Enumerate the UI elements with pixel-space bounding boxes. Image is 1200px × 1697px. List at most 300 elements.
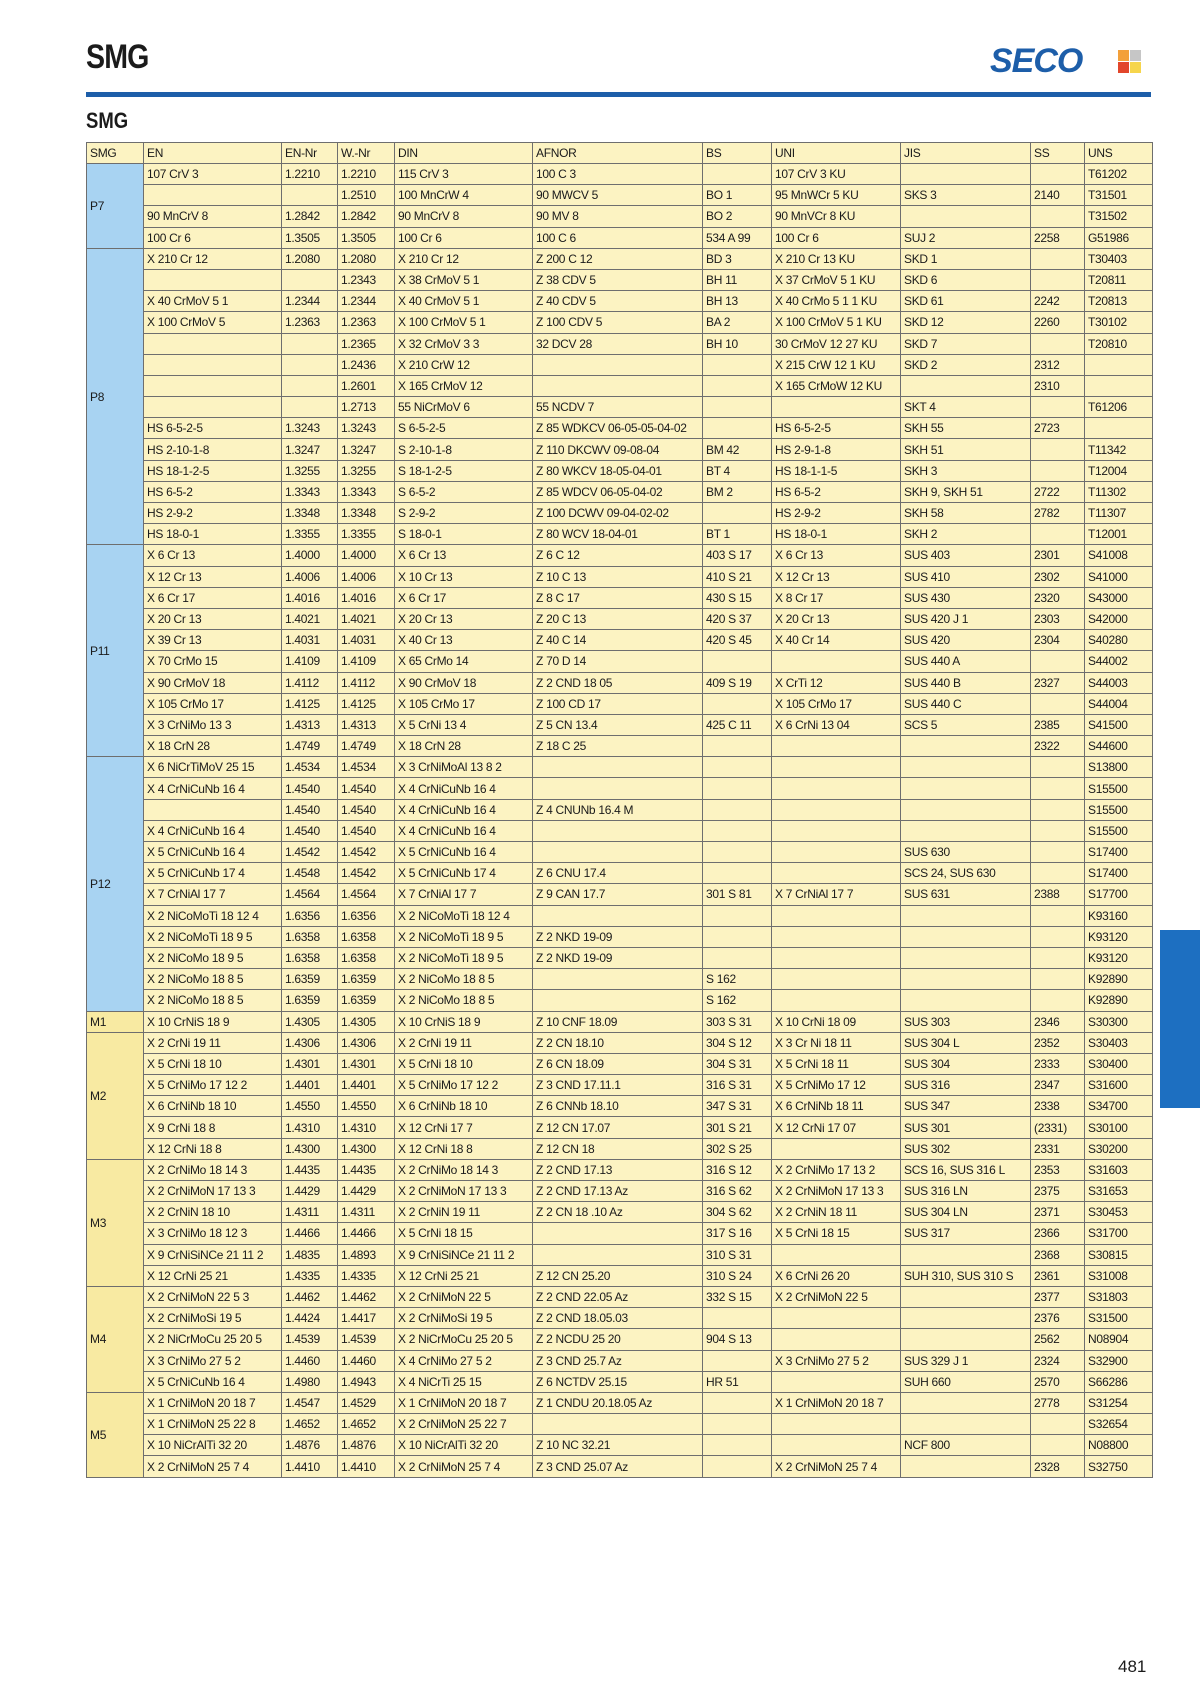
table-cell: 2328 [1031,1456,1085,1477]
table-row [87,206,1153,227]
table-cell [703,905,772,926]
table-cell [901,1456,1031,1477]
table-cell: 1.4112 [282,672,338,693]
table-cell: S15500 [1085,778,1153,799]
table-cell [1031,206,1085,227]
table-cell: G51986 [1085,227,1153,248]
table-cell: SUS 304 LN [901,1202,1031,1223]
table-cell [144,333,282,354]
group-cell: P11 [87,545,144,757]
table-cell: Z 80 WKCV 18-05-04-01 [533,460,703,481]
table-cell: 1.4534 [338,757,395,778]
table-cell: 1.4534 [282,757,338,778]
table-cell: 1.4313 [282,714,338,735]
table-cell: S31600 [1085,1075,1153,1096]
table-cell: 1.4417 [338,1308,395,1329]
table-cell: X 2 CrNiMoN 22 5 3 [144,1286,282,1307]
table-cell: S17400 [1085,863,1153,884]
table-cell: 1.4539 [338,1329,395,1350]
table-cell: SUH 660 [901,1371,1031,1392]
table-cell: X 5 CrNi 18 10 [395,1053,533,1074]
table-cell: 1.4547 [282,1392,338,1413]
table-cell: X 5 CrNiCuNb 16 4 [144,1371,282,1392]
table-cell: X 12 CrNi 25 21 [144,1265,282,1286]
table-cell: X 6 Cr 17 [395,587,533,608]
table-cell: X 6 CrNi 13 04 [772,714,901,735]
table-cell: T20813 [1085,291,1153,312]
table-cell: X 12 Cr 13 [144,566,282,587]
table-cell: 1.3243 [282,418,338,439]
table-cell: S30100 [1085,1117,1153,1138]
table-cell: 1.4466 [282,1223,338,1244]
table-row [87,1371,1153,1392]
table-cell: X 210 CrW 12 [395,354,533,375]
table-cell: S15500 [1085,799,1153,820]
table-cell: S15500 [1085,820,1153,841]
table-cell: X 39 Cr 13 [144,630,282,651]
table-cell: SKS 3 [901,185,1031,206]
table-row [87,608,1153,629]
table-cell: 1.4424 [282,1308,338,1329]
table-cell: 1.6359 [338,990,395,1011]
table-cell: 1.3255 [338,460,395,481]
table-cell: 1.4539 [282,1329,338,1350]
table-cell: T12004 [1085,460,1153,481]
table-cell: X 37 CrMoV 5 1 KU [772,269,901,290]
table-cell: Z 85 WDCV 06-05-04-02 [533,481,703,502]
table-cell [901,926,1031,947]
group-cell: M1 [87,1011,144,1032]
table-cell [1085,375,1153,396]
column-header: EN-Nr [282,143,338,164]
table-cell: 107 CrV 3 [144,164,282,185]
table-cell: HS 18-1-1-5 [772,460,901,481]
table-cell: X 215 CrW 12 1 KU [772,354,901,375]
table-cell: 2324 [1031,1350,1085,1371]
table-cell: S32900 [1085,1350,1153,1371]
table-cell: HS 6-5-2 [772,481,901,502]
table-row [87,1414,1153,1435]
table-cell [703,397,772,418]
group-cell: M2 [87,1032,144,1159]
table-cell: Z 38 CDV 5 [533,269,703,290]
table-cell [703,842,772,863]
table-cell: 1.4313 [338,714,395,735]
column-header: UNS [1085,143,1153,164]
table-cell: 1.2344 [282,291,338,312]
table-cell: 304 S 12 [703,1032,772,1053]
table-cell: 1.3343 [282,481,338,502]
table-cell: 1.4311 [338,1202,395,1223]
group-cell: M5 [87,1392,144,1477]
table-cell [772,1244,901,1265]
table-cell [703,757,772,778]
table-cell: SCS 24, SUS 630 [901,863,1031,884]
table-cell [1031,1414,1085,1435]
table-cell [703,1435,772,1456]
table-cell: 2258 [1031,227,1085,248]
table-row [87,1138,1153,1159]
table-cell: 1.4460 [282,1350,338,1371]
table-cell [901,1414,1031,1435]
table-cell: Z 100 CDV 5 [533,312,703,333]
table-cell: HS 18-1-2-5 [144,460,282,481]
table-cell: 2331 [1031,1138,1085,1159]
table-cell: X 7 CrNiAl 17 7 [395,884,533,905]
table-cell: 1.4109 [338,651,395,672]
table-cell: X 2 CrNiMoN 17 13 3 [395,1181,533,1202]
table-cell: SUS 301 [901,1117,1031,1138]
table-cell: X 10 CrNiS 18 9 [144,1011,282,1032]
table-cell: SCS 16, SUS 316 L [901,1159,1031,1180]
table-cell: 2303 [1031,608,1085,629]
table-cell: X 40 Cr 13 [395,630,533,651]
table-cell: Z 2 NKD 19-09 [533,926,703,947]
table-cell: 304 S 62 [703,1202,772,1223]
table-cell: HS 6-5-2-5 [144,418,282,439]
table-cell: X 4 CrNiCuNb 16 4 [395,820,533,841]
table-row [87,587,1153,608]
table-cell: X 90 CrMoV 18 [395,672,533,693]
table-cell: 2371 [1031,1202,1085,1223]
table-cell: SUS 631 [901,884,1031,905]
table-cell: 2260 [1031,312,1085,333]
table-cell: S30403 [1085,1032,1153,1053]
table-cell: SUH 310, SUS 310 S [901,1265,1031,1286]
table-cell: X 12 CrNi 17 7 [395,1117,533,1138]
table-cell: K92890 [1085,969,1153,990]
table-cell: Z 2 CN 18.10 [533,1032,703,1053]
table-cell: 1.2080 [338,248,395,269]
table-cell: 2352 [1031,1032,1085,1053]
table-cell: S31803 [1085,1286,1153,1307]
table-cell: 2388 [1031,884,1085,905]
table-cell: S 162 [703,990,772,1011]
table-cell: X 2 CrNiMo 17 13 2 [772,1159,901,1180]
table-cell: BT 1 [703,524,772,545]
table-cell: X 3 Cr Ni 18 11 [772,1032,901,1053]
table-cell: SKH 51 [901,439,1031,460]
table-header-row [87,143,1153,164]
table-cell [901,1286,1031,1307]
table-cell: BA 2 [703,312,772,333]
table-cell [144,269,282,290]
table-cell: 1.6358 [282,947,338,968]
table-cell: K93160 [1085,905,1153,926]
table-cell: S30453 [1085,1202,1153,1223]
table-cell: 1.4435 [282,1159,338,1180]
group-cell: P8 [87,248,144,545]
table-row [87,863,1153,884]
table-cell: 1.2344 [338,291,395,312]
table-cell [703,736,772,757]
table-cell: 2368 [1031,1244,1085,1265]
table-cell [1031,460,1085,481]
table-cell [703,418,772,439]
table-cell [703,503,772,524]
table-row [87,248,1153,269]
table-cell: Z 9 CAN 17.7 [533,884,703,905]
table-cell [901,990,1031,1011]
table-cell: S44002 [1085,651,1153,672]
table-cell: 1.4460 [338,1350,395,1371]
table-cell [533,905,703,926]
table-cell: X 5 CrNiMo 17 12 2 [144,1075,282,1096]
table-cell [703,693,772,714]
table-cell: X 105 CrMo 17 [395,693,533,714]
table-cell [703,863,772,884]
table-row [87,1181,1153,1202]
table-cell: T31502 [1085,206,1153,227]
table-cell: Z 40 C 14 [533,630,703,651]
table-cell: 1.4540 [282,778,338,799]
table-cell: 1.2365 [338,333,395,354]
table-cell: SUS 316 LN [901,1181,1031,1202]
table-cell: 1.4031 [282,630,338,651]
table-cell [533,1223,703,1244]
table-cell: S 18-1-2-5 [395,460,533,481]
table-cell: SUS 410 [901,566,1031,587]
table-cell: X 6 Cr 13 [395,545,533,566]
table-cell: SUS 347 [901,1096,1031,1117]
table-cell: S31008 [1085,1265,1153,1286]
table-cell: X 38 CrMoV 5 1 [395,269,533,290]
table-cell: 316 S 12 [703,1159,772,1180]
table-cell: 2366 [1031,1223,1085,1244]
table-cell: 2140 [1031,185,1085,206]
table-cell [772,736,901,757]
table-cell: 1.4548 [282,863,338,884]
table-cell: 1.4112 [338,672,395,693]
table-cell: HS 18-0-1 [772,524,901,545]
table-cell: HS 2-9-2 [144,503,282,524]
table-cell: X 6 CrNiNb 18 10 [395,1096,533,1117]
table-cell [533,969,703,990]
table-cell [772,990,901,1011]
table-cell [901,206,1031,227]
table-cell: K93120 [1085,926,1153,947]
table-cell: 1.4021 [338,608,395,629]
table-cell: X 3 CrNiMo 27 5 2 [772,1350,901,1371]
table-cell: 1.4943 [338,1371,395,1392]
table-cell: SKT 4 [901,397,1031,418]
table-cell [703,1392,772,1413]
table-cell [144,397,282,418]
table-cell: X 1 CrNiMoN 20 18 7 [395,1392,533,1413]
table-cell: T20810 [1085,333,1153,354]
table-cell: 1.3348 [282,503,338,524]
table-cell: T11342 [1085,439,1153,460]
column-header: DIN [395,143,533,164]
table-cell: S41500 [1085,714,1153,735]
table-cell: 1.3255 [282,460,338,481]
table-row [87,481,1153,502]
table-cell: X 9 CrNi 18 8 [144,1117,282,1138]
table-cell: X 3 CrNiMoAl 13 8 2 [395,757,533,778]
table-cell: X 10 NiCrAlTi 32 20 [395,1435,533,1456]
table-cell: 2778 [1031,1392,1085,1413]
table-cell: X 2 CrNiMoN 22 5 [772,1286,901,1307]
table-cell: 1.4335 [282,1265,338,1286]
table-cell: 1.4125 [282,693,338,714]
table-cell: Z 40 CDV 5 [533,291,703,312]
table-cell: 2723 [1031,418,1085,439]
table-cell: 100 C 3 [533,164,703,185]
table-cell: 1.3243 [338,418,395,439]
table-cell: X 4 CrNiCuNb 16 4 [395,799,533,820]
table-cell: 310 S 31 [703,1244,772,1265]
table-row [87,1117,1153,1138]
table-cell: SKD 61 [901,291,1031,312]
table-cell: 1.4749 [282,736,338,757]
table-cell: S31603 [1085,1159,1153,1180]
table-cell [703,799,772,820]
table-cell: 55 NiCrMoV 6 [395,397,533,418]
table-cell: 301 S 21 [703,1117,772,1138]
table-cell: Z 85 WDKCV 06-05-05-04-02 [533,418,703,439]
table-cell: NCF 800 [901,1435,1031,1456]
table-cell [703,651,772,672]
table-cell: X 2 CrNiMoSi 19 5 [144,1308,282,1329]
table-cell: X 70 CrMo 15 [144,651,282,672]
table-cell: S43000 [1085,587,1153,608]
table-cell: 2301 [1031,545,1085,566]
table-cell [144,799,282,820]
table-row [87,1202,1153,1223]
table-cell: 425 C 11 [703,714,772,735]
table-cell: S31653 [1085,1181,1153,1202]
table-cell: X 10 NiCrAlTi 32 20 [144,1435,282,1456]
table-cell: HS 2-9-2 [772,503,901,524]
table-cell: 420 S 37 [703,608,772,629]
table-cell [772,397,901,418]
table-cell: 1.3343 [338,481,395,502]
table-cell: Z 6 C 12 [533,545,703,566]
table-cell: S 6-5-2-5 [395,418,533,439]
table-cell: 95 MnWCr 5 KU [772,185,901,206]
table-cell: 107 CrV 3 KU [772,164,901,185]
table-row [87,439,1153,460]
table-row [87,164,1153,185]
table-cell: X 4 CrNiMo 27 5 2 [395,1350,533,1371]
table-row [87,969,1153,990]
table-cell: 1.6359 [338,969,395,990]
table-cell: SUS 420 J 1 [901,608,1031,629]
table-cell: 1.4893 [338,1244,395,1265]
table-cell: S30815 [1085,1244,1153,1265]
table-cell: BH 10 [703,333,772,354]
table-cell: X 105 CrMo 17 [144,693,282,714]
table-cell: 1.4006 [282,566,338,587]
table-cell: Z 8 C 17 [533,587,703,608]
table-cell [1031,799,1085,820]
table-cell: X 2 NiCoMo 18 9 5 [144,947,282,968]
table-cell [144,185,282,206]
table-cell: K93120 [1085,947,1153,968]
table-cell: 1.4540 [282,799,338,820]
table-cell: 410 S 21 [703,566,772,587]
table-cell: S17400 [1085,842,1153,863]
table-cell: 1.6358 [338,926,395,947]
table-cell [282,375,338,396]
table-cell: 2376 [1031,1308,1085,1329]
table-row [87,947,1153,968]
table-cell: 1.2601 [338,375,395,396]
table-cell: X 5 CrNiCuNb 17 4 [395,863,533,884]
table-cell: 1.4529 [338,1392,395,1413]
table-cell: S17700 [1085,884,1153,905]
table-cell: X 2 CrNiMo 18 14 3 [144,1159,282,1180]
table-cell [703,778,772,799]
table-cell: 1.6358 [282,926,338,947]
table-cell [901,778,1031,799]
table-cell: Z 2 CND 17.13 [533,1159,703,1180]
table-cell: 1.4306 [282,1032,338,1053]
table-cell: 1.2080 [282,248,338,269]
table-cell: 1.4306 [338,1032,395,1053]
table-cell: X 4 CrNiCuNb 16 4 [144,778,282,799]
table-cell: X 2 NiCoMoTi 18 12 4 [395,905,533,926]
table-cell: X 2 CrNi 19 11 [395,1032,533,1053]
header-rule [86,92,1151,97]
table-cell: X 6 CrNi 26 20 [772,1265,901,1286]
table-cell: K92890 [1085,990,1153,1011]
table-cell: Z 1 CNDU 20.18.05 Az [533,1392,703,1413]
table-row [87,1350,1153,1371]
table-row [87,1244,1153,1265]
table-cell [533,842,703,863]
table-cell [1085,354,1153,375]
table-cell: X 1 CrNiMoN 20 18 7 [144,1392,282,1413]
table-cell: HS 6-5-2 [144,481,282,502]
table-cell: X 2 CrNiN 18 10 [144,1202,282,1223]
column-header: EN [144,143,282,164]
table-cell: 1.4429 [282,1181,338,1202]
table-cell: S66286 [1085,1371,1153,1392]
table-cell: X 12 CrNi 18 8 [144,1138,282,1159]
table-row [87,354,1153,375]
table-cell: X 6 CrNiNb 18 11 [772,1096,901,1117]
table-cell: X 12 Cr 13 [772,566,901,587]
table-cell: X 4 NiCrTi 25 15 [395,1371,533,1392]
table-cell: 1.4401 [282,1075,338,1096]
table-cell: Z 6 CN 18.09 [533,1053,703,1074]
table-cell: X 20 Cr 13 [144,608,282,629]
table-cell: X 2 CrNiMoSi 19 5 [395,1308,533,1329]
table-cell: S44600 [1085,736,1153,757]
table-row [87,1308,1153,1329]
table-cell: S 162 [703,969,772,990]
table-cell: X 20 Cr 13 [395,608,533,629]
table-cell [1031,333,1085,354]
table-cell: X 12 CrNi 18 8 [395,1138,533,1159]
table-cell [533,375,703,396]
table-cell [1031,524,1085,545]
table-row [87,460,1153,481]
table-row [87,375,1153,396]
table-cell: BO 2 [703,206,772,227]
logo-tiles-icon [1118,50,1142,74]
table-cell [703,947,772,968]
table-cell [772,651,901,672]
table-cell: 2322 [1031,736,1085,757]
table-cell: Z 6 CNU 17.4 [533,863,703,884]
table-cell: S 2-9-2 [395,503,533,524]
table-cell: BH 11 [703,269,772,290]
table-cell: X 65 CrMo 14 [395,651,533,672]
table-cell [1031,969,1085,990]
table-cell [772,947,901,968]
